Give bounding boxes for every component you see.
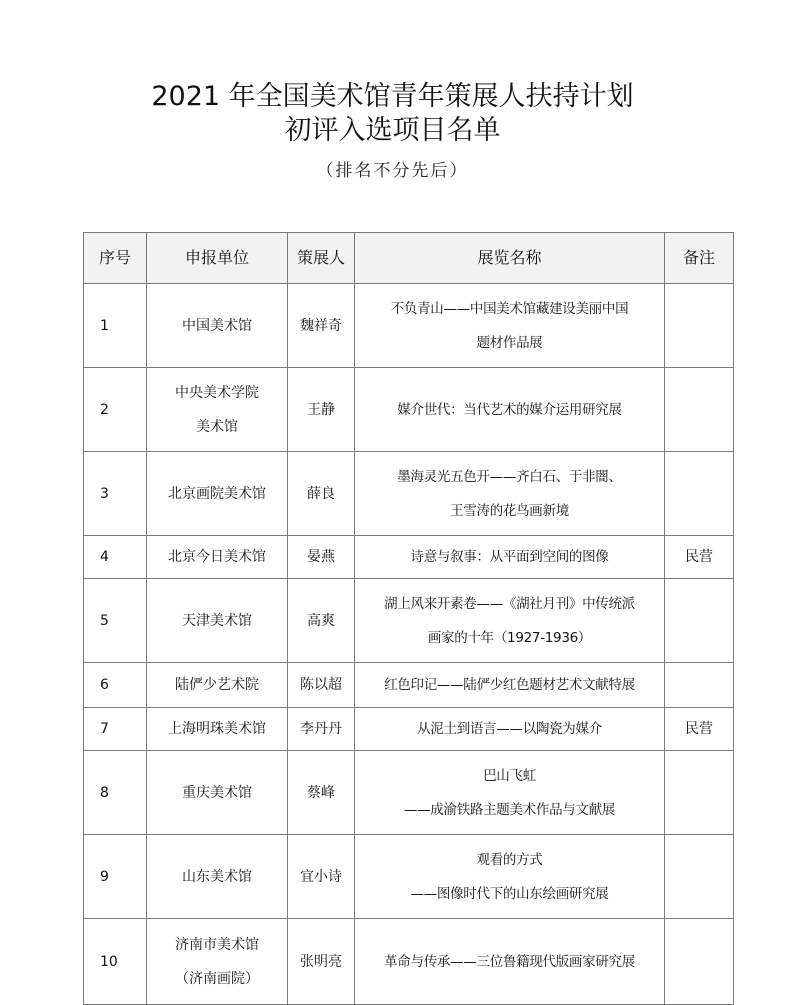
unit-line: 山东美术馆 (182, 868, 252, 885)
table-row (84, 663, 734, 708)
row-number: 1 (84, 284, 147, 368)
row-unit (147, 452, 288, 536)
unit-line: 中央美术学院 (175, 384, 259, 401)
row-note: 民营 (665, 708, 734, 751)
row-unit (147, 708, 288, 751)
table-row (84, 919, 734, 1005)
exhibition-line: 诗意与叙事：从平面到空间的图像 (410, 549, 609, 565)
unit-line: 北京画院美术馆 (168, 485, 266, 502)
header-unit: 申报单位 (147, 233, 288, 284)
row-note (665, 368, 734, 452)
exhibition-line: 巴山飞虹 (483, 767, 536, 784)
row-exhibition (355, 452, 665, 536)
row-note (665, 663, 734, 708)
table-row (84, 284, 734, 368)
table-header-row (84, 233, 734, 284)
table-row (84, 708, 734, 751)
row-unit (147, 536, 288, 579)
unit-line: 天津美术馆 (182, 612, 252, 629)
table-row (84, 835, 734, 919)
unit-line: 中国美术馆 (182, 317, 252, 334)
row-note (665, 751, 734, 835)
row-unit (147, 835, 288, 919)
unit-line: 济南市美术馆 (175, 936, 259, 953)
exhibition-line: 从泥土到语言——以陶瓷为媒介 (417, 721, 602, 737)
row-exhibition (355, 368, 665, 452)
row-unit (147, 579, 288, 663)
row-curator: 陈以超 (288, 663, 355, 708)
row-exhibition (355, 284, 665, 368)
header-note: 备注 (665, 233, 734, 284)
row-unit (147, 368, 288, 452)
selected-projects-table (83, 232, 734, 1005)
header-number: 序号 (84, 233, 147, 284)
exhibition-line: 墨海灵光五色开——齐白石、于非闇、 (397, 468, 622, 485)
row-number: 6 (84, 663, 147, 708)
row-unit (147, 751, 288, 835)
row-number: 10 (84, 919, 147, 1005)
exhibition-line: ——图像时代下的山东绘画研究展 (410, 885, 609, 902)
row-note (665, 835, 734, 919)
row-exhibition (355, 835, 665, 919)
row-curator: 蔡峰 (288, 751, 355, 835)
row-curator: 李丹丹 (288, 708, 355, 751)
header-curator: 策展人 (288, 233, 355, 284)
row-number: 5 (84, 579, 147, 663)
row-exhibition (355, 579, 665, 663)
row-unit (147, 284, 288, 368)
row-number: 4 (84, 536, 147, 579)
row-number: 3 (84, 452, 147, 536)
table-row (84, 368, 734, 452)
exhibition-line: 革命与传承——三位鲁籍现代版画家研究展 (384, 953, 635, 970)
row-exhibition (355, 751, 665, 835)
row-curator: 魏祥奇 (288, 284, 355, 368)
header-exhibition: 展览名称 (355, 233, 665, 284)
unit-line: 重庆美术馆 (182, 784, 252, 801)
row-curator: 晏燕 (288, 536, 355, 579)
exhibition-line: ——成渝铁路主题美术作品与文献展 (403, 801, 616, 818)
row-number: 9 (84, 835, 147, 919)
row-exhibition (355, 663, 665, 708)
row-curator: 张明亮 (288, 919, 355, 1005)
exhibition-line: 观看的方式 (476, 851, 543, 868)
row-curator: 王静 (288, 368, 355, 452)
unit-line: （济南画院） (175, 970, 259, 987)
row-unit (147, 919, 288, 1005)
exhibition-line: 题材作品展 (476, 334, 543, 351)
exhibition-line: 画家的十年（1927-1936） (427, 629, 592, 646)
row-number: 7 (84, 708, 147, 751)
row-unit (147, 663, 288, 708)
table-row (84, 452, 734, 536)
row-exhibition (355, 536, 665, 579)
exhibition-line: 红色印记——陆俨少红色题材艺术文献特展 (384, 677, 635, 693)
table-row (84, 579, 734, 663)
row-number: 8 (84, 751, 147, 835)
row-exhibition (355, 708, 665, 751)
document-subtitle: （排名不分先后） (316, 161, 469, 181)
exhibition-line: 王雪涛的花鸟画新境 (450, 502, 569, 519)
row-note (665, 284, 734, 368)
row-note (665, 452, 734, 536)
document-title-line-1: 2021 年全国美术馆青年策展人扶持计划 (151, 81, 634, 112)
unit-line: 北京今日美术馆 (168, 549, 266, 565)
row-note: 民营 (665, 536, 734, 579)
exhibition-line: 媒介世代：当代艺术的媒介运用研究展 (397, 401, 622, 418)
row-curator: 宜小诗 (288, 835, 355, 919)
row-note (665, 579, 734, 663)
row-curator: 薛良 (288, 452, 355, 536)
row-exhibition (355, 919, 665, 1005)
table-row (84, 536, 734, 579)
unit-line: 美术馆 (196, 418, 238, 435)
table-row (84, 751, 734, 835)
row-number: 2 (84, 368, 147, 452)
exhibition-line: 不负青山——中国美术馆藏建设美丽中国 (390, 300, 629, 317)
exhibition-line: 湖上风来开素卷——《湖社月刊》中传统派 (384, 595, 635, 612)
document-title-line-2: 初评入选项目名单 (284, 115, 501, 146)
row-curator: 高爽 (288, 579, 355, 663)
unit-line: 上海明珠美术馆 (168, 721, 266, 737)
unit-line: 陆俨少艺术院 (175, 677, 259, 693)
row-note (665, 919, 734, 1005)
